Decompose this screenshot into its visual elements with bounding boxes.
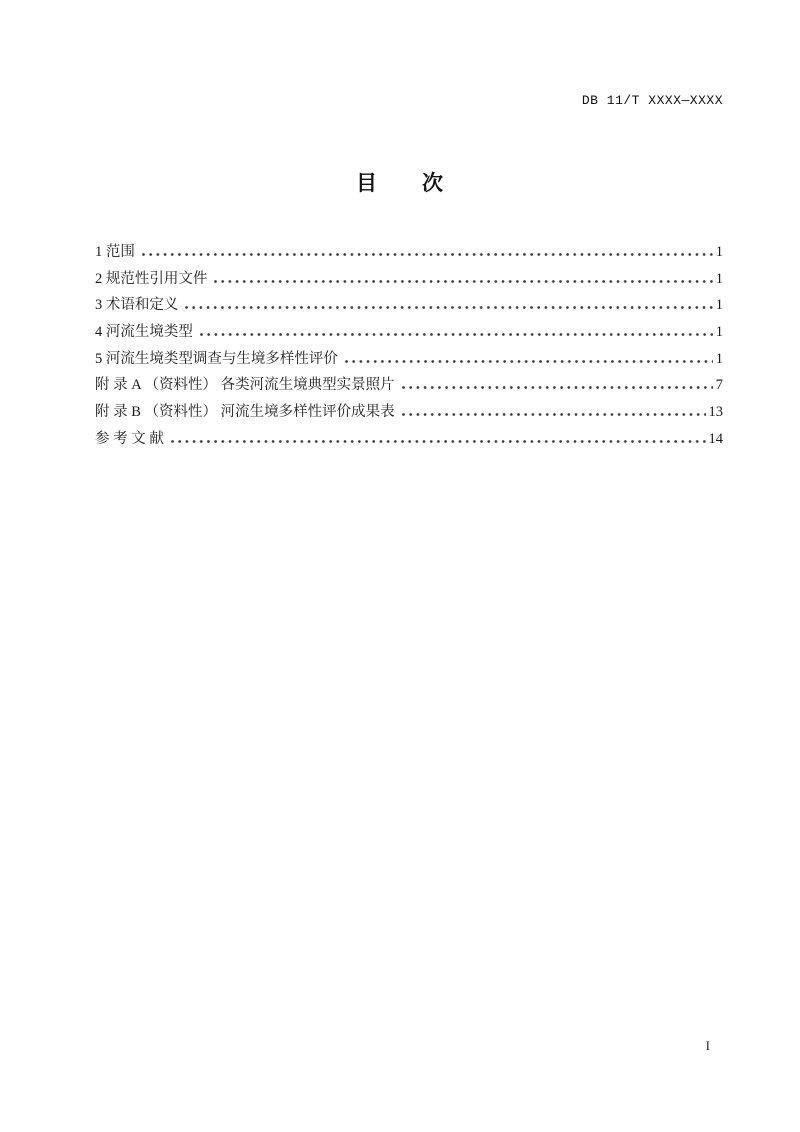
toc-entry-label[interactable]: 4 河流生境类型 [95, 324, 193, 341]
toc-entry-label[interactable]: 2 规范性引用文件 [95, 270, 208, 287]
leader-dots [200, 331, 713, 336]
toc-entry-page: 1 [715, 297, 723, 314]
table-of-contents [95, 240, 723, 454]
toc-entry-label[interactable]: 1 范围 [95, 244, 135, 260]
toc-entry-label[interactable]: 附 录 B （资料性） 河流生境多样性评价成果表 [95, 404, 395, 421]
toc-entry[interactable] [95, 373, 723, 400]
toc-entry[interactable] [95, 427, 723, 454]
leader-dots [214, 278, 712, 283]
toc-entry-page: 1 [715, 350, 723, 367]
leader-dots [345, 358, 713, 363]
leader-dots [142, 251, 713, 256]
toc-entry[interactable] [95, 320, 723, 347]
leader-dots [402, 384, 713, 389]
toc-entry-page: 14 [708, 430, 723, 447]
toc-entry-label[interactable]: 参 考 文 献 [95, 430, 164, 447]
toc-title: 目 次 [356, 171, 444, 195]
toc-entry-label[interactable]: 3 术语和定义 [95, 297, 179, 314]
toc-entry[interactable] [95, 400, 723, 427]
footer-page-number: I [705, 1038, 710, 1053]
toc-entry[interactable] [95, 240, 723, 267]
leader-dots [402, 411, 706, 416]
standard-code-header: DB 11/T XXXX—XXXX [581, 93, 723, 108]
toc-entry-label[interactable]: 5 河流生境类型调查与生境多样性评价 [95, 350, 338, 367]
toc-entry-page: 13 [708, 404, 723, 421]
leader-dots [185, 304, 712, 309]
toc-entry-page: 1 [715, 270, 723, 287]
toc-entry-page: 1 [715, 324, 723, 341]
toc-entry-label[interactable]: 附 录 A （资料性） 各类河流生境典型实景照片 [95, 377, 395, 394]
toc-entry-page: 1 [715, 244, 723, 260]
toc-entry-page: 7 [715, 377, 723, 394]
toc-entry[interactable] [95, 293, 723, 320]
leader-dots [171, 438, 706, 443]
toc-entry[interactable] [95, 267, 723, 294]
toc-entry[interactable] [95, 347, 723, 374]
